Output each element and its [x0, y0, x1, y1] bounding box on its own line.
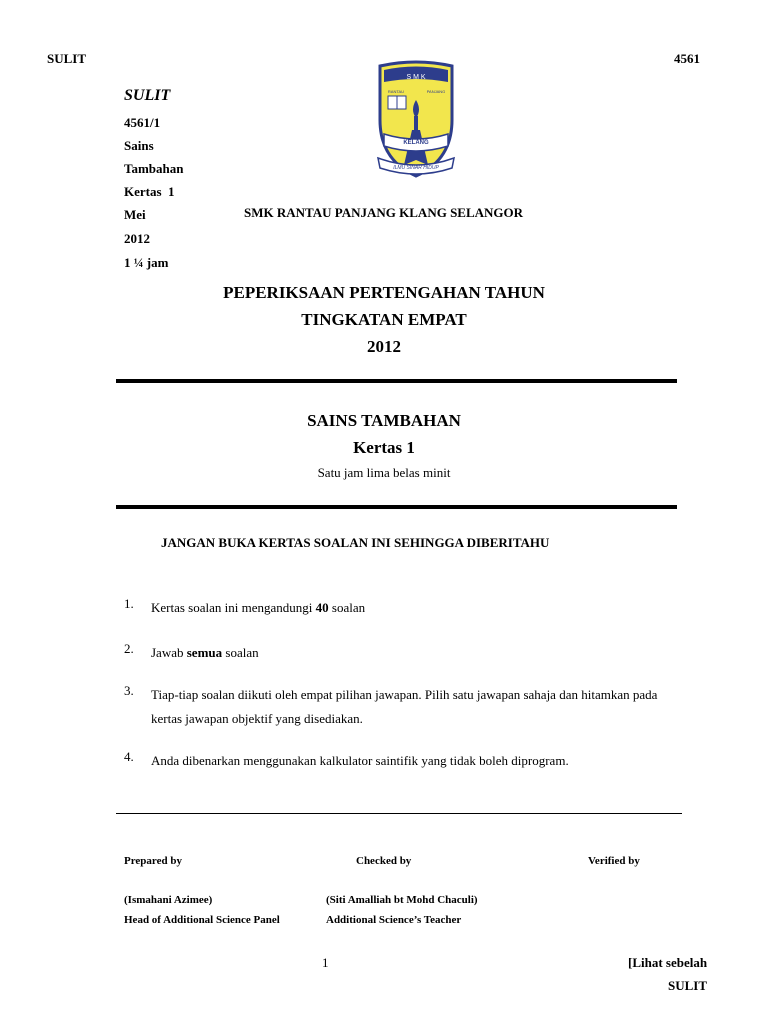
school-crest-logo	[370, 60, 462, 180]
page-number: 1	[322, 955, 329, 970]
paper-subject-line1: Sains	[124, 138, 154, 153]
prepared-name: (Ismahani Azimee)	[124, 894, 213, 906]
exam-form: TINGKATAN EMPAT	[301, 310, 467, 329]
subject-paper: Kertas 1	[353, 438, 415, 457]
paper-subject-line2: Tambahan	[124, 161, 184, 176]
paper-duration: 1 ¼ jam	[124, 255, 169, 270]
prepared-role: Head of Additional Science Panel	[124, 914, 280, 926]
checked-role: Additional Science’s Teacher	[326, 914, 462, 926]
logo-right-text: PANJANG	[426, 89, 446, 94]
instruction-number: 4.	[124, 749, 134, 764]
subject-duration: Satu jam lima belas minit	[317, 465, 451, 480]
top-divider	[116, 379, 677, 383]
warning-text: JANGAN BUKA KERTAS SOALAN INI SEHINGGA DIBERITAHU	[161, 535, 550, 550]
header-left: SULIT	[47, 51, 87, 66]
paper-number: Kertas 1	[124, 184, 175, 199]
instruction-number: 3.	[124, 683, 134, 698]
bottom-divider	[116, 505, 677, 509]
footer-sulit: SULIT	[668, 978, 708, 993]
school-name: SMK RANTAU PANJANG KLANG SELANGOR	[244, 205, 524, 220]
checked-label: Checked by	[356, 855, 412, 867]
prepared-label: Prepared by	[124, 855, 182, 867]
logo-left-text: RANTAU	[387, 89, 405, 94]
subject-name: SAINS TAMBAHAN	[307, 411, 461, 430]
logo-top-text: S M K	[406, 74, 426, 81]
exam-cover-page: SULIT 4561 SULIT 4561/1 Sains Tambahan Kertas 1 Mei 2012 1 ¼ jam S M K RANTAU PANJANG KELANG ILMU SINAR HIDUP SMK RANTAU PANJANG KLANG SELANGOR PEPERIKSAAN PERTENGAHAN TAHUN TINGKATAN EMPAT 2012 SAINS TAMBAHAN Kertas 1 Satu jam lima belas minit JANGAN BUKA KERTAS SOALAN INI SEHINGGA DIBERITAHU 1. Kertas soalan ini mengandungi 40 soalan 2. Jawab semua soalan 3. Tiap-tiap soalan diikuti oleh empat pilihan jawapan. Pilih satu jawapan sahaja dan hitamkan pada kertas jawapan objektif yang disediakan. 4. Anda dibenarkan menggunakan kalkulator saintifik yang tidak boleh diprogram. Prepared by Checked by Verified by (Ismahani Azimee) Head of Additional Science Panel (Siti Amalliah bt Mohd Chaculi) Additional Science’s Teacher 1 [Lihat sebelah SULIT	[0, 0, 768, 1024]
verified-label: Verified by	[588, 855, 640, 867]
instruction-number: 1.	[124, 596, 134, 611]
logo-ribbon-bottom: ILMU SINAR HIDUP	[393, 165, 439, 171]
instruction-number: 2.	[124, 641, 134, 656]
checked-name: (Siti Amalliah bt Mohd Chaculi)	[326, 894, 478, 906]
logo-ribbon-top: KELANG	[403, 140, 429, 146]
paper-code: 4561/1	[124, 115, 161, 130]
next-page-note: [Lihat sebelah	[628, 955, 708, 970]
paper-month: Mei	[124, 207, 146, 222]
header-right: 4561	[674, 51, 700, 66]
paper-year: 2012	[124, 231, 150, 246]
paper-sulit: SULIT	[124, 87, 171, 104]
exam-year: 2012	[367, 337, 401, 356]
exam-title: PEPERIKSAAN PERTENGAHAN TAHUN	[223, 283, 545, 302]
signature-divider	[116, 813, 682, 814]
